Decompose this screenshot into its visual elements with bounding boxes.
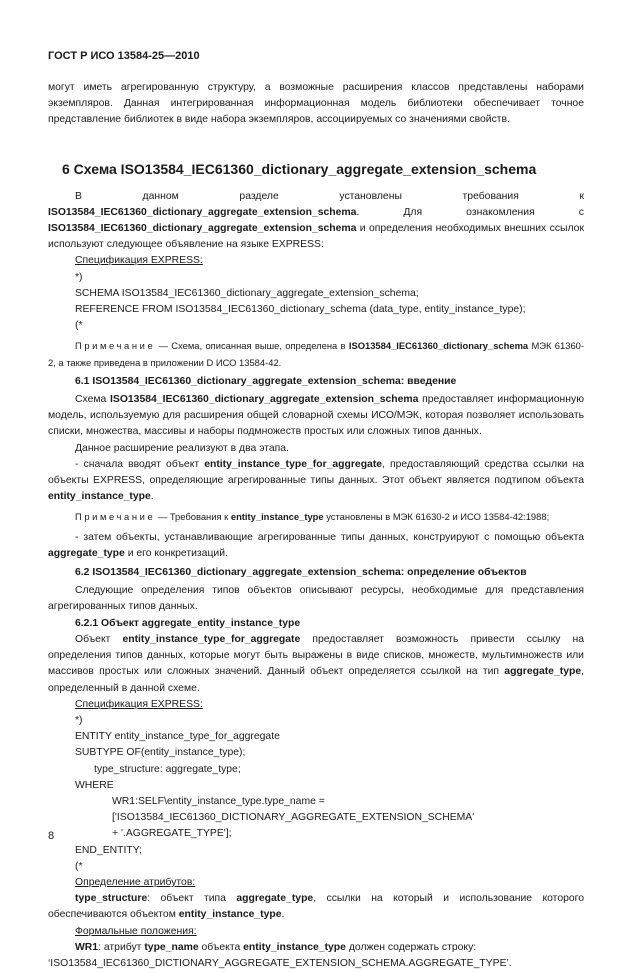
note-1: Примечание — Схема, описанная выше, определена в ISO13584_IEC61360_dictionary_schema МЭК 61360-2, а также приведена в приложении D ИСО 13584-42. xyxy=(48,340,584,368)
attribute-definition: type_structure: объект типа aggregate_type, ссылки на который и использование которого обеспечиваются объектом entity_instance_type. xyxy=(48,893,584,921)
stage-1-paragraph: - сначала вводят объект entity_instance_type_for_aggregate, предоставляющий средства ссылки на объекты EXPRESS, определяющие агрегированные типы данных. Этот объект является подтипом объекта entity_instance_type. xyxy=(48,458,585,503)
code-line: WR1:SELF\entity_instance_type.type_name = xyxy=(112,795,325,807)
code-line: REFERENCE FROM ISO13584_IEC61360_dictionary_schema (data_type, entity_instance_type); xyxy=(75,304,526,316)
section-6-2-paragraph: Следующие определения типов объектов описывают ресурсы, необходимые для представления агрегированных типов данных. xyxy=(48,585,584,613)
page-body xyxy=(48,80,584,972)
stages-paragraph: Данное расширение реализуют в два этапа. xyxy=(75,442,289,454)
wr1-string: ‘ISO13584_IEC61360_DICTIONARY_AGGREGATE_EXTENSION_SCHEMA.AGGREGATE_TYPE’. xyxy=(48,957,512,969)
page-number: 8 xyxy=(48,830,55,842)
section-6-heading: 6 Схема ISO13584_IEC61360_dictionary_aggregate_extension_schema xyxy=(62,160,537,177)
code-line: type_structure: aggregate_type; xyxy=(94,763,241,775)
section-6-1-paragraph: Схема ISO13584_IEC61360_dictionary_aggregate_extension_schema предоставляет информационную модель, используемую для расширения общей словарной схемы ИСО/МЭК, которая позволяет использовать списки, множества, массивы и наборы подмножеств простых или сложных типов данных. xyxy=(48,394,584,438)
code-line: END_ENTITY; xyxy=(75,844,142,856)
attributes-label: Определение атрибутов: xyxy=(75,876,196,888)
code-line: ['ISO13584_IEC61360_DICTIONARY_AGGREGATE_EXTENSION_SCHEMA' xyxy=(112,812,475,824)
code-line: *) xyxy=(75,714,83,726)
wr1-rule: WR1: атрибут type_name объекта entity_instance_type должен содержать строку: xyxy=(75,941,477,953)
code-line: SUBTYPE OF(entity_instance_type); xyxy=(75,747,246,759)
running-header: ГОСТ Р ИСО 13584-25—2010 xyxy=(48,50,200,62)
code-line: + '.AGGREGATE_TYPE']; xyxy=(112,828,232,840)
code-line: (* xyxy=(75,860,83,872)
express-spec-label: Спецификация EXPRESS: xyxy=(75,698,203,710)
section-6-paragraph: В данном разделе установлены требования к ISO13584_IEC61360_dictionary_aggregate_extension_schema. Для ознакомления с ISO13584_IEC61360_dictionary_aggregate_extension_schema и определения необходимых внешних ссылок используют следующее объявление на языке EXPRESS: xyxy=(48,190,584,251)
code-line: *) xyxy=(75,271,83,283)
section-6-2-1-paragraph: Объект entity_instance_type_for_aggregate предоставляет возможность привести ссылку на определения типов данных, которые могут быть выражены в виде списков, множеств, мультимножеств или массивов простых или сложных значений. Данный объект определяется ссылкой на тип aggregate_type, определенный в данной схеме. xyxy=(48,633,584,694)
section-6-1-heading: 6.1 ISO13584_IEC61360_dictionary_aggregate_extension_schema: введение xyxy=(75,375,457,387)
section-6-2-1-heading: 6.2.1 Объект aggregate_entity_instance_type xyxy=(75,617,301,629)
stage-2-paragraph: - затем объекты, устанавливающие агрегированные типы данных, конструируют с помощью объекта aggregate_type и его конкретизаций. xyxy=(48,531,584,559)
code-line: WHERE xyxy=(75,779,114,791)
code-line: SCHEMA ISO13584_IEC61360_dictionary_aggregate_extension_schema; xyxy=(75,287,419,299)
note-2: Примечание — Требования к entity_instance_type установлены в МЭК 61630-2 и ИСО 13584-42:1988; xyxy=(75,511,550,523)
express-spec-label: Спецификация EXPRESS: xyxy=(75,255,203,267)
code-line: ENTITY entity_instance_type_for_aggregate xyxy=(75,731,280,743)
section-6-2-heading: 6.2 ISO13584_IEC61360_dictionary_aggregate_extension_schema: определение объектов xyxy=(75,567,527,579)
formal-rules-label: Формальные положения: xyxy=(75,925,197,937)
code-line: (* xyxy=(75,320,83,332)
intro-paragraph: могут иметь агрегированную структуру, а возможные расширения классов представлены наборами экземпляров. Данная интегрированная информационная модель библиотеки обеспечивает точное представление библиотек в виде набора экземпляров, ассоциируемых со значениями свойств. xyxy=(48,82,584,126)
